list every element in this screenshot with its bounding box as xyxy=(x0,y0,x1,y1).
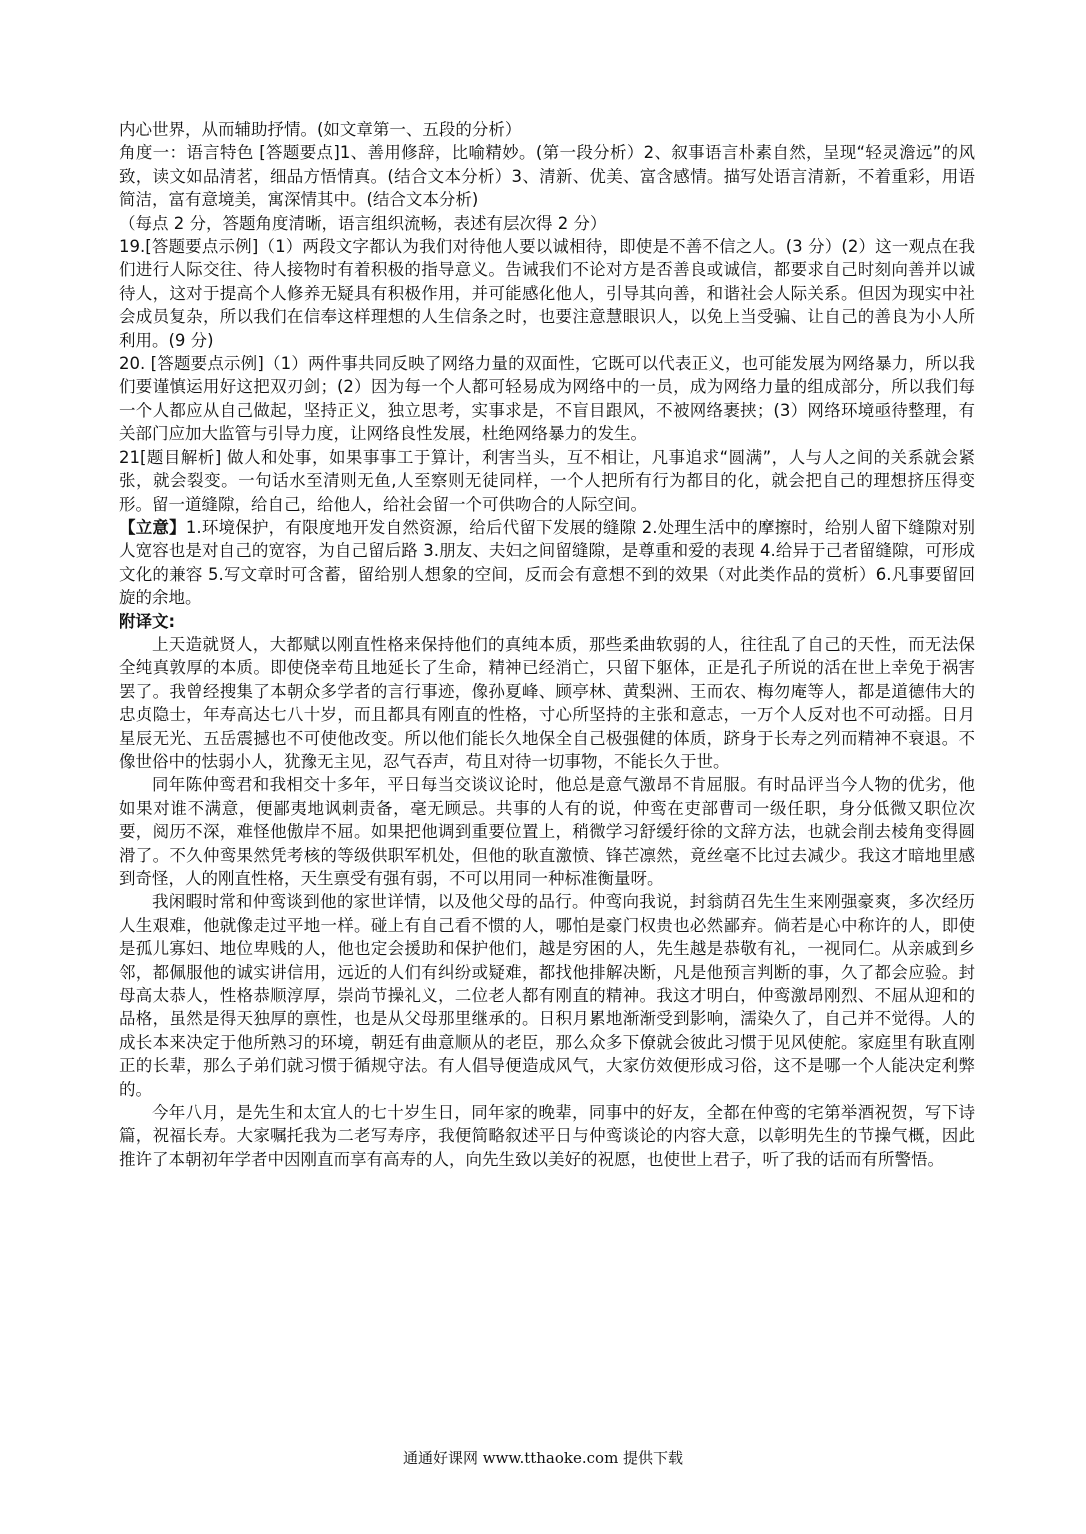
answer-21-theme: 【立意】1.环境保护，有限度地开发自然资源，给后代留下发展的缝隙 2.处理生活中的摩擦时，给别人留下缝隙对别人宽容也是对自己的宽容，为自己留后路 3.朋友、夫妇之间留缝隙，是尊重和爱的表现 4.给异于己者留缝隙，可形成文化的兼容 5.写文章时可含蓄，留给别人想象的空间，反而会有意想不到的效果（对此类作品的赏析）6.凡事要留回旋的余地。 xyxy=(119,517,976,608)
translation-heading: 附译文: xyxy=(119,611,176,631)
answer-20: 20. [答题要点示例]（1）两件事共同反映了网络力量的双面性，它既可以代表正义，也可能发展为网络暴力，所以我们要谨慎运用好这把双刃剑；(2）因为每一个人都可轻易成为网络中的一员，成为网络力量的组成部分，所以我们每一个人都应从自己做起，坚持正义，独立思考，实事求是，不盲目跟风，不被网络裹挟；(3）网络环境亟待整理，有关部门应加大监管与引导力度，让网络良性发展，杜绝网络暴力的发生。 xyxy=(119,354,975,444)
scoring-note: （每点 2 分，答题角度清晰，语言组织流畅，表述有层次得 2 分） xyxy=(119,213,607,233)
translation-paragraph-2: 同年陈仲鸾君和我相交十多年，平日每当交谈议论时，他总是意气激昂不肯屈服。有时品评当今人物的优劣，他如果对谁不满意，便鄙夷地讽刺责备，毫无顾忌。共事的人有的说，仲鸾在吏部曹司一级任职，身分低微又职位次要，阅历不深，难怪他傲岸不屈。如果把他调到重要位置上，稍微学习舒缓纡徐的文辞方法，也就会削去棱角变得圆滑了。不久仲鸾果然凭考核的等级供职军机处，但他的耿直激愤、锋芒凛然，竟丝毫不比过去减少。我这才暗地里感到奇怪，人的刚直性格，天生禀受有强有弱，不可以用同一种标准衡量呀。 xyxy=(119,775,975,888)
translation-paragraph-1: 上天造就贤人，大都赋以刚直性格来保持他们的真纯本质，那些柔曲软弱的人，往往乱了自己的天性，而无法保全纯真敦厚的本质。即使侥幸苟且地延长了生命，精神已经消亡，只留下躯体，正是孔子所说的活在世上幸免于祸害罢了。我曾经搜集了本朝众多学者的言行事迹，像孙夏峰、顾亭林、黄梨洲、王而农、梅勿庵等人，都是道德伟大的忠贞隐士，年寿高达七八十岁，而且都具有刚直的性格，寸心所坚持的主张和意志，一万个人反对也不可动摇。日月星辰无光、五岳震撼也不可使他改变。所以他们能长久地保全自己极强健的体质，跻身于长寿之列而精神不衰退。不像世俗中的怯弱小人，犹豫无主见，忍气吞声，苟且对待一切事物，不能长久于世。 xyxy=(119,634,975,771)
translation-paragraph-4: 今年八月，是先生和太宜人的七十岁生日，同年家的晚辈，同事中的好友，全都在仲鸾的宅第举酒祝贺，写下诗篇，祝福长寿。大家嘱托我为二老写寿序，我便简略叙述平日与仲鸾谈论的内容大意，以彰明先生的节操气概，因此推许了本朝初年学者中因刚直而享有高寿的人，向先生致以美好的祝愿，也使世上君子，听了我的话而有所警悟。 xyxy=(119,1103,975,1169)
analysis-continuation: 内心世界，从而辅助抒情。(如文章第一、五段的分析） xyxy=(119,120,522,139)
translation-paragraph-3: 我闲暇时常和仲鸾谈到他的家世详情，以及他父母的品行。仲鸾向我说，封翁荫召先生生来刚强豪爽，多次经历人生艰难，他就像走过平地一样。碰上有自己看不惯的人，哪怕是豪门权贵也必然鄙弃。倘若是心中称许的人，即使是孤儿寡妇、地位卑贱的人，他也定会援助和保护他们，越是穷困的人，先生越是恭敬有礼，一视同仁。从亲戚到乡邻，都佩服他的诚实讲信用，远近的人们有纠纷或疑难，都找他排解决断，凡是他预言判断的事，久了都会应验。封母高太恭人，性格恭顺淳厚，崇尚节操礼义，二位老人都有刚直的精神。我这才明白，仲鸾激昂刚烈、不屈从迎和的品格，虽然是得天独厚的禀性，也是从父母那里继承的。日积月累地渐渐受到影响，濡染久了，自己并不觉得。人的成长本来决定于他所熟习的环境，朝廷有曲意顺从的老臣，那么众多下僚就会彼此习惯于见风使舵。家庭里有耿直刚正的长辈，那么子弟们就习惯于循规守法。有人倡导便造成风气，大家仿效便形成习俗，这不是哪一个人能决定利弊的。 xyxy=(119,892,975,1099)
document-body xyxy=(119,118,975,1171)
angle-language-features: 角度一：语言特色 [答题要点]1、善用修辞，比喻精妙。(第一段分析）2、叙事语言朴素自然，呈现“轻灵澹远”的风致，读文如品清茗，细品方悟情真。(结合文本分析）3、清新、优美、富含感情。描写处语言清新，不着重彩，用语简洁，富有意境美，寓深情其中。(结合文本分析) xyxy=(119,143,975,210)
theme-label: 【立意】 xyxy=(119,517,186,537)
answer-21-analysis: 21[题目解析] 做人和处事，如果事事工于算计，利害当头，互不相让，凡事追求“圆满”，人与人之间的关系就会紧张，就会裂变。一句话水至清则无鱼,人至察则无徒同样，一个人把所有行为都目的化，就会把自己的理想挤压得变形。留一道缝隙，给自己，给他人，给社会留一个可供吻合的人际空间。 xyxy=(119,447,975,514)
answer-19: 19.[答题要点示例]（1）两段文字都认为我们对待他人要以诚相待，即使是不善不信之人。(3 分）(2）这一观点在我们进行人际交往、待人接物时有着积极的指导意义。告诫我们不论对方是否善良或诚信，都要求自己时刻向善并以诚待人，这对于提高个人修养无疑具有积极作用，并可能感化他人，引导其向善，和谐社会人际关系。但因为现实中社会成员复杂，所以我们在信奉这样理想的人生信条之时，也要注意慧眼识人，以免上当受骗、让自己的善良为小人所利用。(9 分) xyxy=(119,237,975,350)
page-footer: 通通好课网 www.tthaoke.com 提供下载 xyxy=(402,1449,684,1467)
